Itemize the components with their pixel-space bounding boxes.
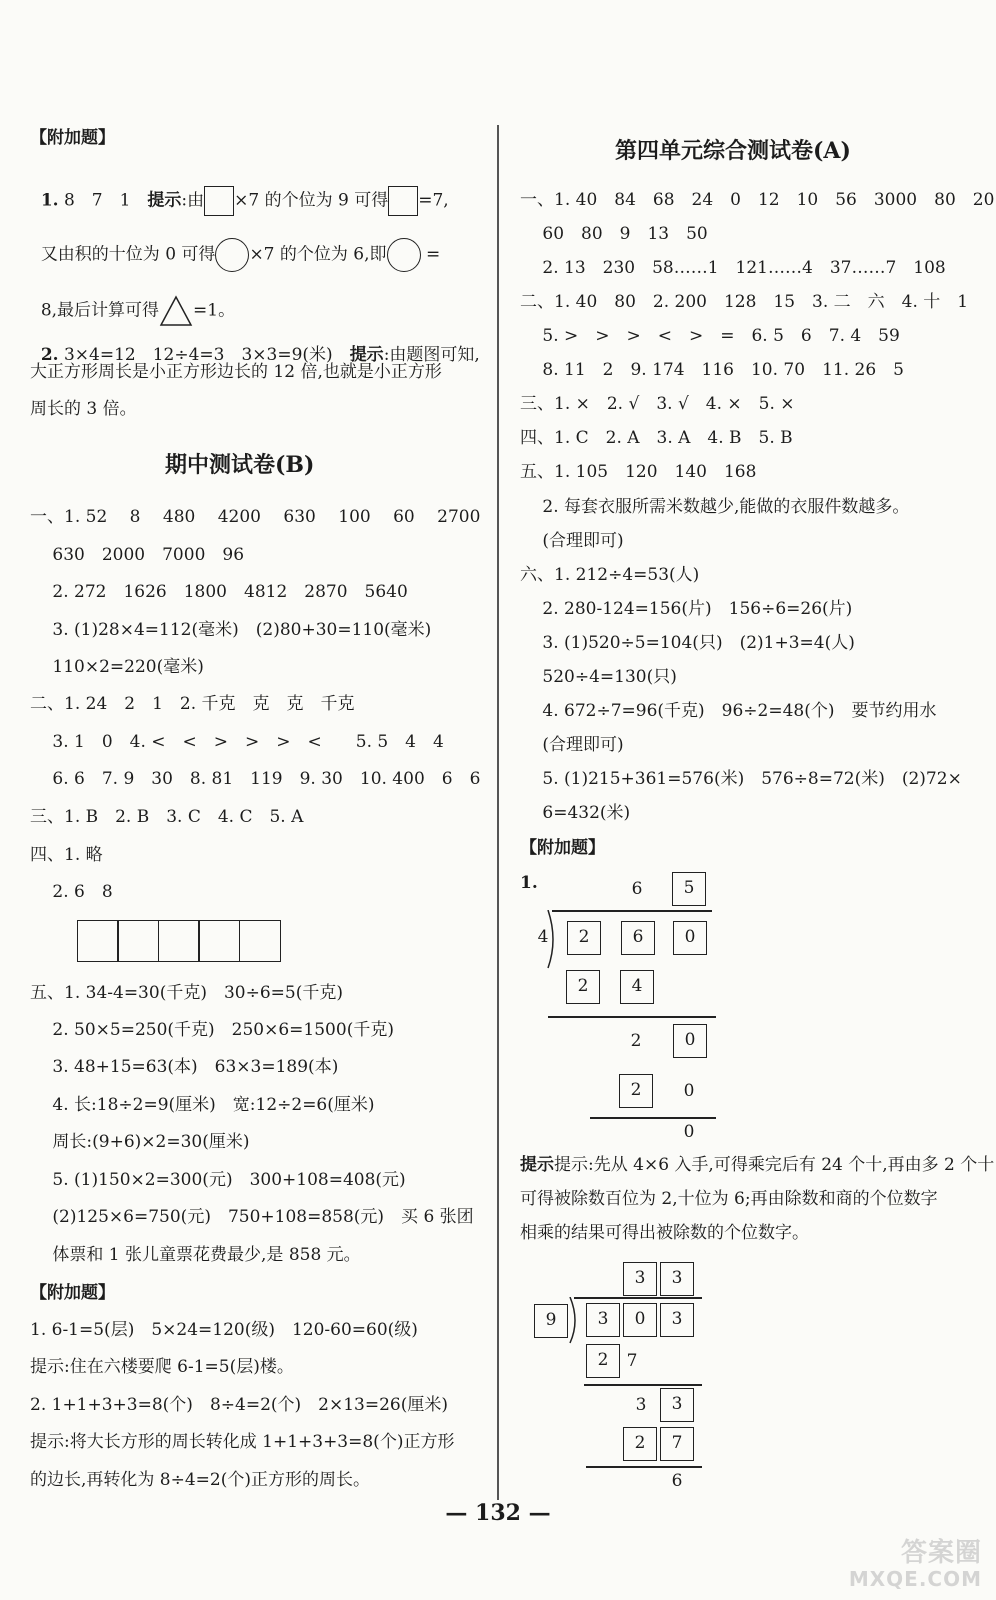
page-number: — 132 — — [445, 1500, 551, 1526]
answer-line: 四、1. 略 — [30, 845, 103, 865]
divisor-box: 9 — [534, 1304, 568, 1338]
dividend-box: 3 — [660, 1303, 694, 1337]
answer-line: 6. 6 7. 9 30 8. 81 119 9. 30 10. 400 6 6 — [30, 769, 481, 789]
extra1-q1-line1: 1. 8 7 1 提示:由 ×7 的个位为 9 可得 =7, — [30, 166, 449, 216]
division-bar — [552, 910, 712, 912]
dividend-box: 2 — [567, 921, 601, 955]
answer-line: 2. 13 230 58……1 121……4 37……7 108 — [520, 258, 946, 278]
column-divider — [497, 125, 499, 1500]
blank-circle — [215, 238, 249, 272]
blank-circle — [387, 238, 421, 272]
dividend-box: 6 — [621, 921, 655, 955]
blank-square — [204, 186, 234, 216]
answer-line: 二、1. 40 80 2. 200 128 15 3. 二 六 4. 十 1 — [520, 292, 969, 312]
answer-line: 8. 11 2 9. 174 116 10. 70 11. 26 5 — [520, 360, 904, 380]
remainder-digit: 6 — [671, 1471, 683, 1491]
remainder-box: 3 — [660, 1388, 694, 1422]
answer-line: 六、1. 212÷4=53(人) — [520, 565, 700, 585]
answer-line: 提示:将大长方形的周长转化成 1+1+3+3=8(个)正方形 — [30, 1432, 455, 1452]
answer-line: 的边长,再转化为 8÷4=2(个)正方形的周长。 — [30, 1470, 371, 1490]
hint-line: 提示提示:先从 4×6 入手,可得乘完后有 24 个十,再由多 2 个十 — [520, 1155, 995, 1175]
extra1-q1-line3: 8,最后计算可得 =1。 — [30, 275, 235, 327]
product-box: 4 — [620, 970, 654, 1004]
answer-line: 3. 1 0 4. < < > > > < 5. 5 4 4 — [30, 732, 444, 752]
answer-line: 2. 每套衣服所需米数越少,能做的衣服件数越多。 — [520, 497, 910, 517]
answer-line: 2. 280-124=156(片) 156÷6=26(片) — [520, 599, 853, 619]
answer-line: 提示:住在六楼要爬 6-1=5(层)楼。 — [30, 1357, 294, 1377]
answer-line: 四、1. C 2. A 3. A 4. B 5. B — [520, 428, 793, 448]
answer-line: 一、1. 40 84 68 24 0 12 10 56 3000 80 20 — [520, 190, 995, 210]
answer-line: 五、1. 105 120 140 168 — [520, 462, 757, 482]
product-box: 2 — [619, 1074, 653, 1108]
product-box: 2 — [586, 1344, 620, 1378]
remainder-box: 0 — [673, 1024, 707, 1058]
answer-line: 5. > > > < > = 6. 5 6 7. 4 59 — [520, 326, 900, 346]
answer-line: (合理即可) — [520, 531, 624, 551]
answer-line: 一、1. 52 8 480 4200 630 100 60 2700 — [30, 507, 481, 527]
dividend-box: 0 — [623, 1303, 657, 1337]
answer-line: 体票和 1 张儿童票花费最少,是 858 元。 — [30, 1245, 361, 1265]
quotient-box: 3 — [660, 1262, 694, 1296]
extra-heading-2: 【附加题】 — [30, 1283, 115, 1303]
division-bar — [574, 1297, 702, 1299]
midterm-title: 期中测试卷(B) — [165, 452, 315, 478]
quotient-digit: 6 — [631, 879, 643, 899]
answer-line: 1. 6-1=5(层) 5×24=120(级) 120-60=60(级) — [30, 1320, 418, 1340]
answer-line: 二、1. 24 2 1 2. 千克 克 克 千克 — [30, 694, 355, 714]
extra1-q2-line1: 2. 3×4=12 12÷4=3 3×3=9(米) 提示:由题图可知, — [40, 345, 480, 366]
extra1-q2-line3: 周长的 3 倍。 — [30, 399, 137, 419]
answer-line: 3. 48+15=63(本) 63×3=189(本) — [30, 1057, 339, 1077]
answer-line: 110×2=220(毫米) — [30, 657, 204, 677]
product-digit: 7 — [626, 1351, 638, 1371]
extra-heading-3: 【附加题】 — [520, 838, 605, 858]
answer-line: (2)125×6=750(元) 750+108=858(元) 买 6 张团 — [30, 1207, 474, 1227]
divisor-digit: 4 — [537, 927, 549, 947]
product-digit: 0 — [683, 1081, 695, 1101]
answer-line: 6=432(米) — [520, 803, 631, 823]
blank-triangle — [159, 295, 193, 327]
answer-line: 60 80 9 13 50 — [520, 224, 708, 244]
dividend-box: 0 — [673, 921, 707, 955]
answer-line: 5. (1)215+361=576(米) 576÷8=72(米) (2)72× — [520, 769, 962, 789]
answer-line: 三、1. × 2. √ 3. √ 4. × 5. × — [520, 394, 795, 414]
answer-line: 3. (1)28×4=112(毫米) (2)80+30=110(毫米) — [30, 620, 432, 640]
answer-line: 520÷4=130(只) — [520, 667, 677, 687]
hint-line: 相乘的结果可得出被除数的个位数字。 — [520, 1223, 809, 1243]
subtraction-line — [584, 1384, 702, 1386]
remainder-digit: 3 — [635, 1395, 647, 1415]
product-box: 2 — [566, 970, 600, 1004]
extra1-q1-line2: 又由积的十位为 0 可得 ×7 的个位为 6,即 = — [30, 218, 440, 272]
answer-line: 630 2000 7000 96 — [30, 545, 245, 565]
answer-line: 三、1. B 2. B 3. C 4. C 5. A — [30, 807, 304, 827]
quotient-box: 3 — [623, 1262, 657, 1296]
subtraction-line — [548, 1016, 716, 1018]
product-box: 2 — [623, 1427, 657, 1461]
answer-line: 2. 6 8 — [30, 882, 113, 902]
answer-line: 4. 672÷7=96(千克) 96÷2=48(个) 要节约用水 — [520, 701, 937, 721]
extra1-q2-line2: 大正方形周长是小正方形边长的 12 倍,也就是小正方形 — [30, 362, 442, 382]
answer-line: (合理即可) — [520, 735, 624, 755]
remainder-digit: 0 — [683, 1122, 695, 1142]
answer-line: 2. 50×5=250(千克) 250×6=1500(千克) — [30, 1020, 394, 1040]
watermark: 答案圈 MXQE.COM — [848, 1538, 982, 1591]
answer-line: 3. (1)520÷5=104(只) (2)1+3=4(人) — [520, 633, 855, 653]
extra3-q1-num: 1. — [520, 873, 538, 893]
extra-heading-1: 【附加题】 — [30, 128, 115, 148]
division-bracket — [568, 1297, 582, 1347]
product-box: 7 — [660, 1427, 694, 1461]
answer-line: 2. 272 1626 1800 4812 2870 5640 — [30, 582, 408, 602]
remainder-digit: 2 — [630, 1031, 642, 1051]
dividend-box: 3 — [586, 1303, 620, 1337]
answer-line: 4. 长:18÷2=9(厘米) 宽:12÷2=6(厘米) — [30, 1095, 375, 1115]
answer-line: 周长:(9+6)×2=30(厘米) — [30, 1132, 250, 1152]
answer-line: 五、1. 34-4=30(千克) 30÷6=5(千克) — [30, 983, 343, 1003]
five-square-grid — [78, 920, 281, 962]
answer-line: 2. 1+1+3+3=8(个) 8÷4=2(个) 2×13=26(厘米) — [30, 1395, 448, 1415]
quotient-box: 5 — [672, 872, 706, 906]
unit4-title: 第四单元综合测试卷(A) — [615, 138, 851, 164]
hint-line: 可得被除数百位为 2,十位为 6;再由除数和商的个位数字 — [520, 1189, 938, 1209]
blank-square — [388, 186, 418, 216]
answer-line: 5. (1)150×2=300(元) 300+108=408(元) — [30, 1170, 406, 1190]
